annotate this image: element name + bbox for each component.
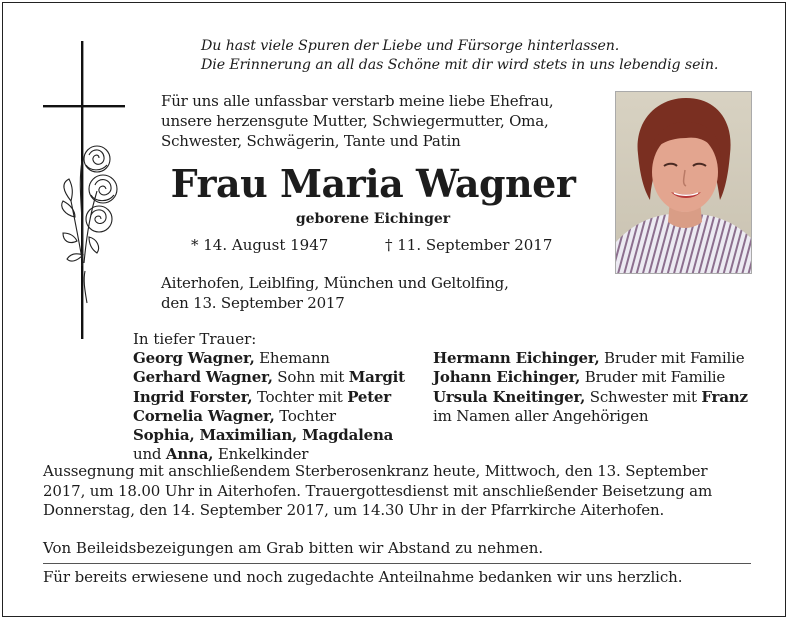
birth-date: * 14. August 1947 xyxy=(191,236,329,254)
funeral-service-details xyxy=(43,462,755,521)
motto-line: Die Erinnerung an all das Schöne mit dir wird stets in uns lebendig sein. xyxy=(201,57,719,73)
place-line: den 13. September 2017 xyxy=(161,294,345,312)
mourner-line: Georg Wagner, Ehemann xyxy=(133,349,330,367)
intro-line: Schwester, Schwägerin, Tante und Patin xyxy=(161,132,461,150)
death-date: † 11. September 2017 xyxy=(385,236,553,254)
portrait-photo xyxy=(615,91,752,274)
announcement-intro xyxy=(161,91,591,151)
motto-verse xyxy=(201,37,761,75)
deceased-name: Frau Maria Wagner xyxy=(170,161,576,206)
condolence-request: Von Beileidsbezeigungen am Grab bitten wir Abstand zu nehmen. xyxy=(43,539,544,557)
portrait-image xyxy=(616,92,752,274)
obituary-notice xyxy=(2,2,786,617)
mourning-title: In tiefer Trauer: xyxy=(133,330,257,348)
mourner-line: Hermann Eichinger, Bruder mit Familie xyxy=(433,349,745,367)
place-and-date xyxy=(161,273,581,313)
mourner-line: Sophia, Maximilian, Magdalena xyxy=(133,426,394,445)
mourner-line: Cornelia Wagner, Tochter xyxy=(133,406,336,425)
mourners-right-column xyxy=(433,349,763,426)
service-line: Donnerstag, den 14. September 2017, um 14.30 Uhr in der Pfarrkirche Aiterhofen. xyxy=(43,501,665,519)
mourner-line: Gerhard Wagner, Sohn mit Margit xyxy=(133,368,405,387)
mourners-left-column xyxy=(133,349,423,465)
intro-line: Für uns alle unfassbar verstarb meine liebe Ehefrau, xyxy=(161,92,554,110)
divider-line xyxy=(43,563,751,564)
mourner-line: Ingrid Forster, Tochter mit Peter xyxy=(133,387,391,406)
maiden-name: geborene Eichinger xyxy=(295,211,451,227)
mourner-line: Ursula Kneitinger, Schwester mit Franz xyxy=(433,387,748,406)
cross-with-roses-icon xyxy=(41,41,131,341)
intro-line: unsere herzensgute Mutter, Schwiegermutter, Oma, xyxy=(161,112,549,130)
mourner-line: im Namen aller Angehörigen xyxy=(433,406,649,425)
service-line: 2017, um 18.00 Uhr in Aiterhofen. Trauergottesdienst mit anschließender Beisetzung am xyxy=(43,481,713,500)
thanks-line: Für bereits erwiesene und noch zugedachte Anteilnahme bedanken wir uns herzlich. xyxy=(43,568,683,586)
service-line: Aussegnung mit anschließendem Sterberosenkranz heute, Mittwoch, den 13. September xyxy=(43,462,708,480)
mourner-line: und Anna, Enkelkinder xyxy=(133,445,309,464)
place-line: Aiterhofen, Leiblfing, München und Geltolfing, xyxy=(161,274,509,292)
motto-line: Du hast viele Spuren der Liebe und Fürsorge hinterlassen. xyxy=(201,38,620,54)
mourner-line: Johann Eichinger, Bruder mit Familie xyxy=(433,368,726,387)
